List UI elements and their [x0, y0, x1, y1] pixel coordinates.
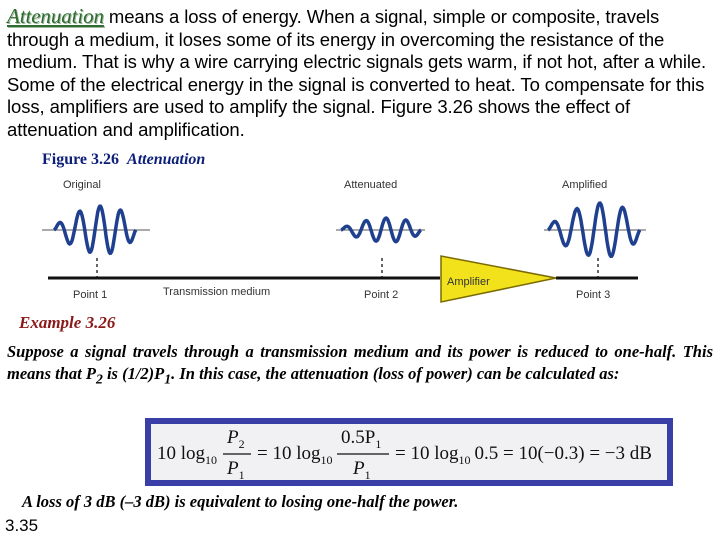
figure-caption — [42, 151, 205, 169]
svg-text:= 10 log10 — [257, 443, 333, 467]
formula-p1-b-sub: 1 — [364, 468, 371, 480]
label-point3: Point 3 — [576, 289, 611, 301]
svg-text:10 log10 — [157, 443, 217, 467]
term-attenuation: Attenuation — [7, 4, 104, 28]
formula-log-sub: 10 — [205, 453, 218, 467]
formula-num2: 0.5P — [341, 427, 376, 448]
formula-rest: 0.5 = 10(−0.3) = −3 dB — [474, 443, 652, 464]
svg-text:P2 — [226, 427, 245, 451]
formula-log-sub-2: 10 — [320, 453, 333, 467]
label-original: Original — [63, 179, 101, 191]
intro-text: means a loss of energy. When a signal, simple or composite, travels through a medium, it loses some of its energy in overcoming the resistance of the medium. That is why a wire carrying electric signals gets warm, if not hot, after a while. Some of the electrical energy in the signal is converted to heat. To compensate for this loss, amplifiers are used to amplify the signal. Figure 3.26 shows the effect of attenuation and amplification. — [7, 6, 707, 140]
formula-p1: P — [227, 458, 239, 479]
label-point1: Point 1 — [73, 289, 108, 301]
intro-paragraph — [7, 5, 717, 141]
example-conclusion: A loss of 3 dB (–3 dB) is equivalent to losing one-half the power. — [22, 492, 459, 511]
figure-number: Figure 3.26 — [42, 151, 120, 168]
attenuation-figure — [38, 172, 648, 304]
formula-box — [145, 418, 673, 486]
example-title: Example 3.26 — [19, 313, 116, 332]
svg-text:P1 — [226, 458, 245, 480]
formula-p2: P — [227, 427, 239, 448]
svg-text:P1 — [352, 458, 371, 480]
formula-log-sub-3: 10 — [458, 453, 471, 467]
svg-text:= 10 log100.5 = 10(−0.3) = −3 — [395, 443, 652, 467]
label-amplifier: Amplifier — [447, 276, 490, 288]
label-medium: Transmission medium — [163, 286, 271, 298]
label-attenuated: Attenuated — [344, 179, 398, 191]
slide-number: 3.35 — [5, 516, 39, 535]
attenuation-formula — [151, 424, 667, 480]
label-point2: Point 2 — [364, 289, 399, 301]
formula-num2-sub: 1 — [375, 437, 382, 451]
example-body: Suppose a signal travels through a transmission medium and its power is reduced to one-half. This means that $P_2$ is $(1/2)P_1$. In this case, the attenuation (loss of power) can be calculated as: — [7, 342, 713, 387]
svg-text:0.5P1 — [341, 427, 381, 451]
formula-p1-b: P — [353, 458, 365, 479]
formula-p1-sub: 1 — [238, 468, 245, 480]
formula-p2-sub: 2 — [238, 437, 245, 451]
figure-title: Attenuation — [127, 151, 206, 168]
formula-eq1: = 10 log — [257, 443, 321, 464]
formula-eq2: = 10 log — [395, 443, 459, 464]
label-amplified: Amplified — [562, 179, 608, 191]
formula-coef: 10 log — [157, 443, 206, 464]
